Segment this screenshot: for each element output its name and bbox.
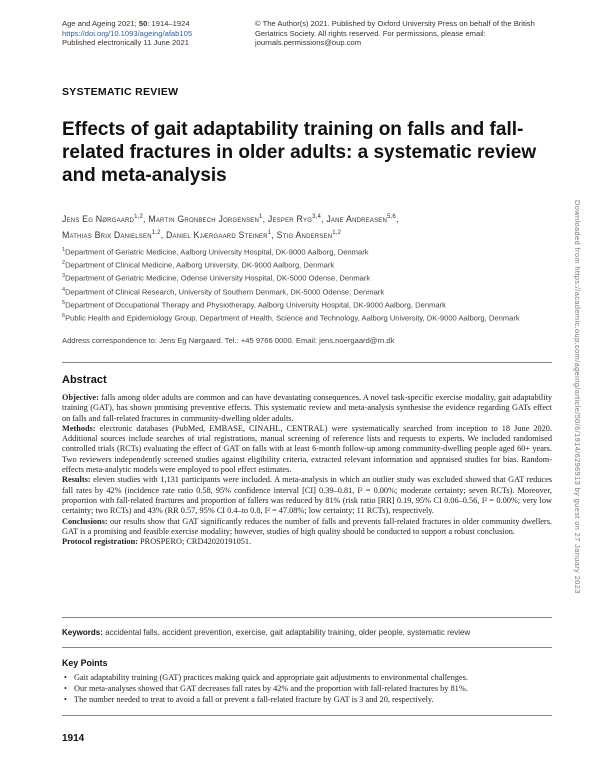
abstract-protocol: Protocol registration: PROSPERO; CRD42020191051. bbox=[62, 537, 252, 547]
affiliation: $^1$Department of Geriatric Medicine, Aalborg University Hospital, DK-9000 Aalborg, Denmark bbox=[62, 247, 369, 257]
author[interactable]: Jens Eg Nørgaard$^{1,2}$ bbox=[62, 213, 144, 224]
key-points-list bbox=[62, 672, 552, 705]
affiliation-list bbox=[62, 245, 552, 324]
abstract-body bbox=[62, 393, 552, 547]
download-watermark: Downloaded from https://academic.oup.com/ageing/article/50/6/1914/6296913 by guest on 27 January 2023 bbox=[573, 200, 582, 594]
key-point: • The number needed to treat to avoid a fall or prevent a fall-related fracture by GAT is 3 and 20, respectively. bbox=[62, 694, 552, 705]
affiliation: $^4$Department of Clinical Research, University of Southern Denmark, DK-5000 Odense, Denmark bbox=[62, 286, 385, 297]
author[interactable]: Mathias Brix Danielsen$^{1,2}$ bbox=[62, 229, 161, 240]
section-label: SYSTEMATIC REVIEW bbox=[62, 86, 179, 98]
published-date: Published electronically 11 June 2021 bbox=[62, 38, 189, 48]
journal-name: Age and Ageing 2021; bbox=[62, 19, 137, 28]
author[interactable]: Martin Gronbech Jorgensen$^1$ bbox=[148, 213, 263, 224]
abstract-conclusions: Conclusions: our results show that GAT significantly reduces the number of falls and prevents fall-related fractures in older community dwellers. GAT is a promising and feasible exercise modality; however, studies of high quality should be conducted to support a robust conclusion. bbox=[62, 516, 552, 536]
abstract-results: Results: eleven studies with 1,131 participants were included. A meta-analysis in which an outlier study was excluded showed that GAT reduces fall rates by 42% (incidence rate ratio 0.58, 95% confidence interval [CI] 0.39–0.81, I² = 0.00%; moderate certainty; seven RCTs). Moreover, proportion with fall-related fractures and proportion of fallers was reduced by 81% (risk ratio [RR] 0.19, 95% CI 0.06–0.56, I² = 0.00%; very low certainty; two RCTs) and 43% (RR 0.57, 95% CI 0.4–to 0.8, I² = 47.08%; low certainty; 11 RCTs), respectively. bbox=[62, 475, 552, 516]
divider bbox=[62, 715, 552, 716]
article-title: Effects of gait adaptability training on falls and fall-related fractures in older adults: a systematic review and meta-analysis bbox=[62, 119, 537, 186]
key-point: • Gait adaptability training (GAT) practices making quick and appropriate gait adjustments to environmental challenges. bbox=[62, 672, 552, 683]
abstract-objective: Objective: falls among older adults are common and can have devastating consequences. A novel task-specific exercise modality, gait adaptability training (GAT), has shown promising preventive effects. This systematic review and meta-analysis synthesise the evidence regarding GATs effect on falls and fall-related fractures in community-dwelling older adults. bbox=[62, 393, 552, 423]
divider bbox=[62, 617, 552, 618]
journal-pages: : 1914–1924 bbox=[147, 19, 190, 28]
author[interactable]: Jane Andreasen$^{5,6}$ bbox=[326, 213, 396, 224]
correspondence-address: Address correspondence to: Jens Eg Nørgaard. Tel.: +45 9766 0000. Email: jens.noergaard@rn.dk bbox=[62, 336, 395, 345]
divider bbox=[62, 647, 552, 648]
journal-volume: 50 bbox=[138, 19, 148, 28]
author[interactable]: Daniel Kjærgaard Steiner$^1$ bbox=[166, 229, 272, 240]
affiliation: $^6$Public Health and Epidemiology Group, Department of Health, Science and Technology, Aalborg University, DK-9000 Aalborg, Denmark bbox=[62, 313, 520, 323]
affiliation: $^2$Department of Clinical Medicine, Aalborg University, DK-9000 Aalborg, Denmark bbox=[62, 260, 335, 270]
author-list: Jens Eg Nørgaard$^{1,2}$, Martin Gronbech Jorgensen$^1$, Jesper Ryg$^{3,4}$, Jane Andreasen$^{5,6}$, Mathias Brix Danielsen$^{1,2}$, Daniel Kjærgaard Steiner$^1$, Stig Andersen$^{1,2}$ bbox=[62, 213, 399, 240]
abstract-methods: Methods: electronic databases (PubMed, EMBASE, CINAHL, CENTRAL) were systematically searched from inception to 18 June 2020. Additional sources include searches of trial registrations, manual screening of reference lists and requests to experts. We included randomised controlled trials (RCTs) evaluating the effect of GAT on falls with at least 6-month follow-up among community-dwelling people aged 60+ years. Two reviewers independently screened studies against eligibility criteria, extracted relevant information and appraised studies for bias. Random-effects meta-analytic models were employed to pool effect estimates. bbox=[62, 423, 552, 475]
author[interactable]: Stig Andersen$^{1,2}$ bbox=[276, 229, 342, 240]
key-points-heading: Key Points bbox=[62, 658, 108, 668]
affiliation: $^3$Department of Geriatric Medicine, Odense University Hospital, DK-5000 Odense, Denmark bbox=[62, 273, 371, 283]
affiliation: $^5$Department of Occupational Therapy and Physiotherapy, Aalborg University Hospital, DK-9000 Aalborg, Denmark bbox=[62, 299, 446, 310]
author[interactable]: Jesper Ryg$^{3,4}$ bbox=[267, 213, 322, 224]
doi-link[interactable]: https://doi.org/10.1093/ageing/afab105 bbox=[62, 28, 193, 38]
keywords: Keywords: accidental falls, accident prevention, exercise, gait adaptability training, older people, systematic review bbox=[62, 628, 471, 637]
copyright-notice: © The Author(s) 2021. Published by Oxford University Press on behalf of the British Geriatrics Society. All rights reserved. For permissions, please email: journals.permissions@oup.com bbox=[255, 19, 535, 48]
key-point: • Our meta-analyses showed that GAT decreases fall rates by 42% and the proportion with fall-related fractures by 81%. bbox=[62, 683, 552, 694]
page-number: 1914 bbox=[62, 733, 85, 744]
abstract-heading: Abstract bbox=[62, 374, 107, 386]
divider bbox=[62, 362, 552, 363]
journal-citation bbox=[62, 19, 192, 48]
